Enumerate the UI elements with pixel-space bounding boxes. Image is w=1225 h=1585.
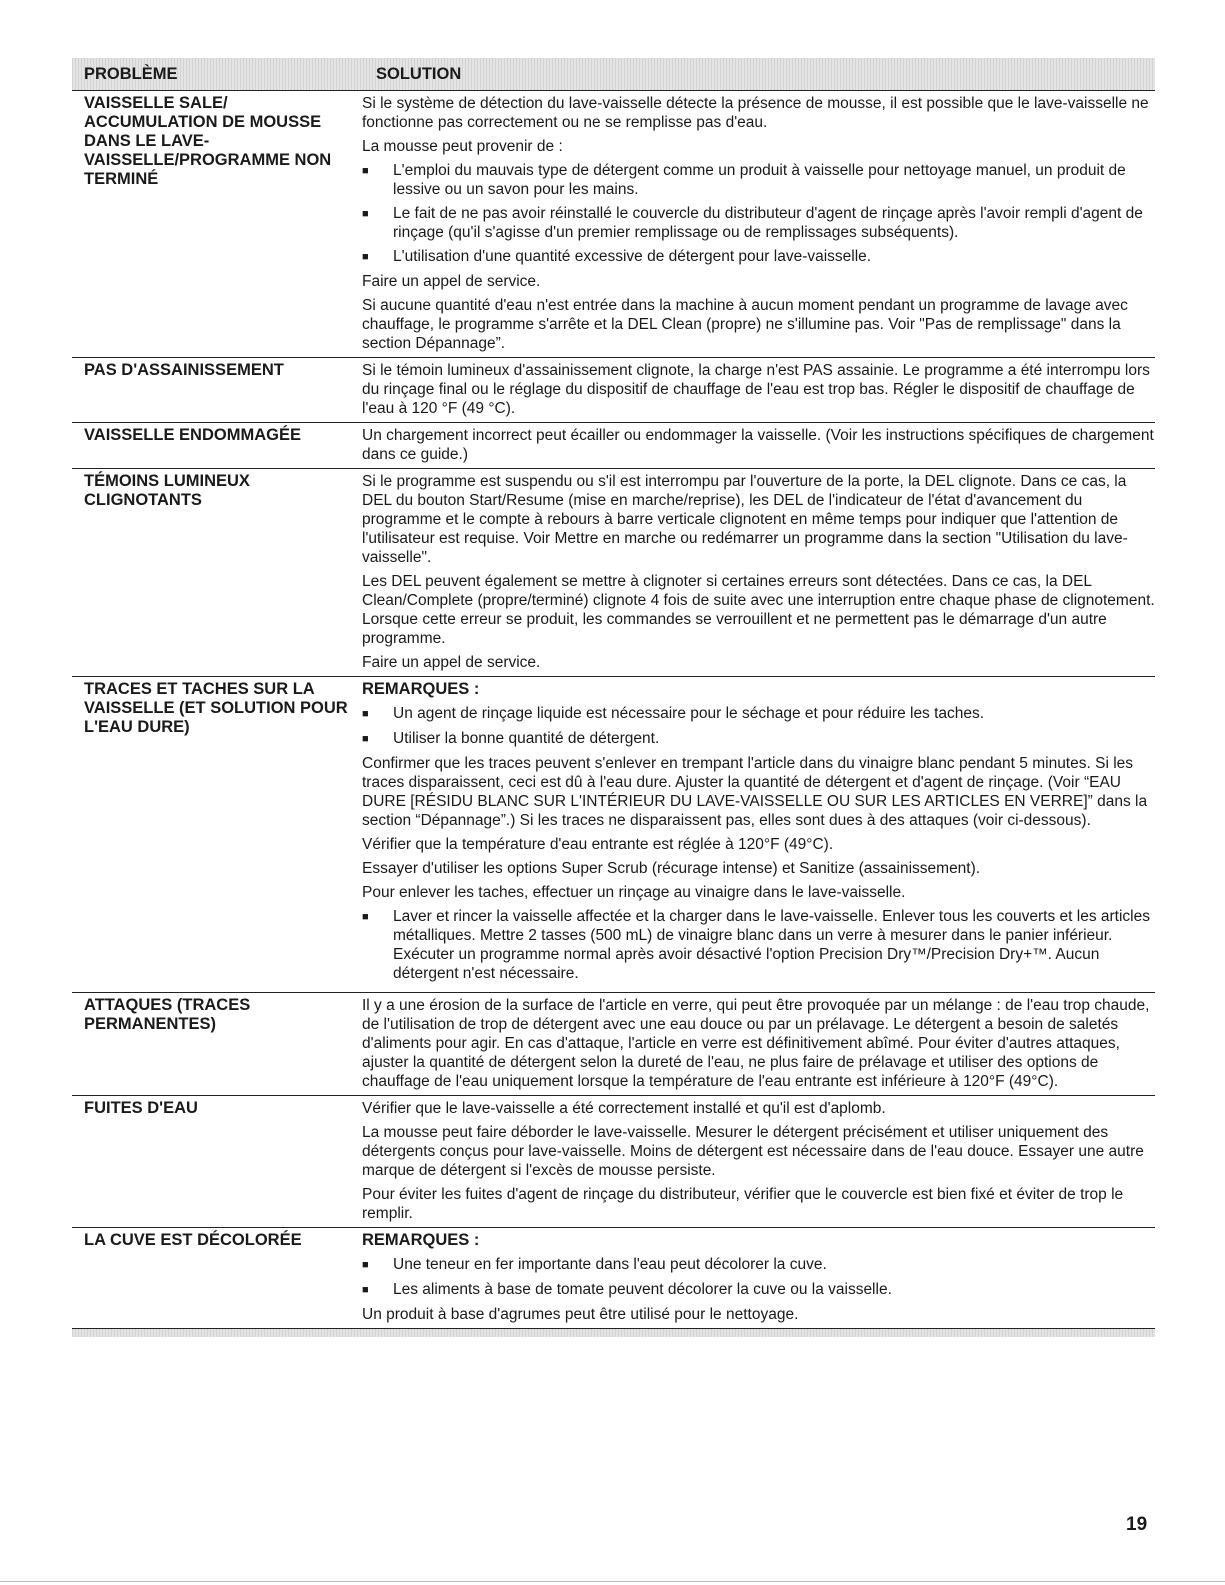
solution-paragraph: Essayer d'utiliser les options Super Scrub (récurage intense) et Sanitize (assainissement). <box>362 860 981 877</box>
bullet-text: Un agent de rinçage liquide est nécessaire pour le séchage et pour réduire les taches. <box>393 705 985 722</box>
solution-cell <box>362 423 1155 468</box>
table-row <box>72 423 1155 469</box>
bullet-text: Laver et rincer la vaisselle affectée et la charger dans le lave-vaisselle. Enlever tous les couverts et les articles métalliques. Mettre 2 tasses (500 mL) de vinaigre blanc dans un verre à mesurer dans le panier inférieur. Exécuter un programme normal après avoir désactivé l'option Precision Dry™/Precision Dry+™. Aucun détergent n'est nécessaire. <box>393 908 1150 982</box>
troubleshooting-table <box>72 58 1155 1337</box>
bullet-item <box>362 247 1155 267</box>
solution-cell <box>362 1228 1155 1328</box>
solution-cell <box>362 677 1155 992</box>
remarks-heading: REMARQUES : <box>362 1231 480 1249</box>
solution-paragraph: Il y a une érosion de la surface de l'article en verre, qui peut être provoquée par un mélange : de l'eau trop chaude, de l'utilisation de trop de détergent avec une eau douce ou par un prélavage. Le détergent a besoin de saletés d'aliments pour agir. En cas d'attaque, l'article en verre est définitivement abîmé. Pour éviter d'autres attaques, ajuster la quantité de détergent selon la dureté de l'eau, ne plus faire de prélavage et utiliser des options de chauffage de l'eau uniquement lorsque la température de l'eau entrante est inférieure à 120°F (49°C). <box>362 997 1150 1090</box>
problem-cell: LA CUVE EST DÉCOLORÉE <box>84 1231 302 1249</box>
solution-paragraph: Un chargement incorrect peut écailler ou endommager la vaisselle. (Voir les instructions spécifiques de chargement dans ce guide.) <box>362 427 1154 463</box>
solution-cell <box>362 91 1155 357</box>
bullet-square-icon: ■ <box>362 208 369 220</box>
solution-paragraph: Confirmer que les traces peuvent s'enlever en trempant l'article dans du vinaigre blanc pendant 5 minutes. Si les traces disparaissent, ceci est dû à l'eau dure. Ajuster la quantité de détergent et d'agent de rinçage. (Voir “EAU DURE [RÉSIDU BLANC SUR L'INTÉRIEUR DU LAVE-VAISSELLE OU SUR LES ARTICLES EN VERRE]” dans la section “Dépannage”.) Si les traces ne disparaissent pas, elles sont dues à des attaques (voir ci-dessous). <box>362 755 1148 829</box>
header-probleme: PROBLÈME <box>84 64 178 83</box>
bullet-square-icon: ■ <box>362 708 369 720</box>
problem-cell: VAISSELLE SALE/ ACCUMULATION DE MOUSSE DANS LE LAVE-VAISSELLE/PROGRAMME NON TERMINÉ <box>84 94 332 188</box>
bullet-square-icon: ■ <box>362 1284 369 1296</box>
bullet-item <box>362 729 1155 749</box>
bullet-text: L'utilisation d'une quantité excessive de détergent pour lave-vaisselle. <box>393 248 872 265</box>
solution-paragraph: Un produit à base d'agrumes peut être utilisé pour le nettoyage. <box>362 1306 799 1323</box>
solution-paragraph: Si le témoin lumineux d'assainissement clignote, la charge n'est PAS assainie. Le programme a été interrompu lors du rinçage final ou le réglage du dispositif de chauffage de l'eau est trop bas. Régler le dispositif de chauffage de l'eau à 120 °F (49 °C). <box>362 362 1150 417</box>
solution-paragraph: Si le programme est suspendu ou s'il est interrompu par l'ouverture de la porte, la DEL clignote. Dans ce cas, la DEL du bouton Start/Resume (mise en marche/reprise), les DEL de l'indicateur de l'état d'avancement du programme et le compte à rebours à barre verticale clignotent en même temps pour indiquer que l'attention de l'utilisateur est requise. Voir Mettre en marche ou redémarrer un programme dans la section "Utilisation du lave-vaisselle". <box>362 473 1128 566</box>
table-body <box>72 91 1155 1329</box>
table-row <box>72 91 1155 358</box>
solution-paragraph: Vérifier que la température d'eau entrante est réglée à 120°F (49°C). <box>362 836 834 853</box>
solution-paragraph: La mousse peut faire déborder le lave-vaisselle. Mesurer le détergent précisément et utiliser uniquement des détergents conçus pour lave-vaisselle. Moins de détergent est nécessaire dans de l'eau douce. Essayer une autre marque de détergent si l'excès de mousse persiste. <box>362 1124 1144 1179</box>
bullet-item <box>362 1255 1155 1275</box>
solution-paragraph: Pour éviter les fuites d'agent de rinçage du distributeur, vérifier que le couvercle est bien fixé et éviter de trop le remplir. <box>362 1186 1124 1222</box>
solution-paragraph: Faire un appel de service. <box>362 273 541 290</box>
table-row <box>72 469 1155 677</box>
bullet-text: Une teneur en fer importante dans l'eau peut décolorer la cuve. <box>393 1256 827 1273</box>
solution-paragraph: Si aucune quantité d'eau n'est entrée dans la machine à aucun moment pendant un programme de lavage avec chauffage, le programme s'arrête et la DEL Clean (propre) ne s'illumine pas. Voir "Pas de remplissage" dans la section Dépannage”. <box>362 297 1128 352</box>
bullet-item <box>362 204 1155 242</box>
solution-paragraph: Faire un appel de service. <box>362 654 541 671</box>
solution-cell <box>362 469 1155 676</box>
bullet-square-icon: ■ <box>362 733 369 745</box>
remarks-heading: REMARQUES : <box>362 680 480 698</box>
table-row <box>72 1096 1155 1228</box>
bullet-square-icon: ■ <box>362 1259 369 1271</box>
table-row <box>72 677 1155 993</box>
bullet-square-icon: ■ <box>362 165 369 177</box>
bullet-text: Utiliser la bonne quantité de détergent. <box>393 730 660 747</box>
problem-cell: TÉMOINS LUMINEUX CLIGNOTANTS <box>84 472 250 509</box>
solution-paragraph: Les DEL peuvent également se mettre à clignoter si certaines erreurs sont détectées. Dans ce cas, la DEL Clean/Complete (propre/terminé) clignote 4 fois de suite avec une interruption entre chaque phase de clignotement. Lorsque cette erreur se produit, les commandes se verrouillent et ne permettent pas le démarrage d'un autre programme. <box>362 573 1155 647</box>
bullet-item <box>362 907 1155 983</box>
problem-cell: ATTAQUES (TRACES PERMANENTES) <box>84 996 251 1033</box>
bullet-text: L'emploi du mauvais type de détergent comme un produit à vaisselle pour nettoyage manuel, un produit de lessive ou un savon pour les mains. <box>393 162 1126 198</box>
table-row <box>72 993 1155 1096</box>
solution-paragraph: Vérifier que le lave-vaisselle a été correctement installé et qu'il est d'aplomb. <box>362 1100 886 1117</box>
page-edge-line <box>0 1581 1225 1582</box>
bullet-item <box>362 1280 1155 1300</box>
page-number: 19 <box>1126 1514 1148 1535</box>
table-row <box>72 1228 1155 1329</box>
bullet-item <box>362 161 1155 199</box>
solution-cell <box>362 1096 1155 1227</box>
problem-cell: FUITES D'EAU <box>84 1099 198 1117</box>
bullet-text: Le fait de ne pas avoir réinstallé le couvercle du distributeur d'agent de rinçage après l'avoir rempli d'agent de rinçage (qu'il s'agisse d'un premier remplissage ou de remplissages subséquents). <box>393 205 1143 241</box>
table-row <box>72 358 1155 423</box>
solution-paragraph: Si le système de détection du lave-vaisselle détecte la présence de mousse, il est possible que le lave-vaisselle ne fonctionne pas correctement ou ne se remplisse pas d'eau. <box>362 95 1149 131</box>
solution-cell <box>362 358 1155 422</box>
problem-cell: TRACES ET TACHES SUR LA VAISSELLE (ET SOLUTION POUR L'EAU DURE) <box>84 680 348 736</box>
bullet-item <box>362 704 1155 724</box>
bullet-text: Les aliments à base de tomate peuvent décolorer la cuve ou la vaisselle. <box>393 1281 892 1298</box>
solution-cell <box>362 993 1155 1095</box>
bullet-square-icon: ■ <box>362 911 369 923</box>
bullet-square-icon: ■ <box>362 251 369 263</box>
solution-paragraph: Pour enlever les taches, effectuer un rinçage au vinaigre dans le lave-vaisselle. <box>362 884 906 901</box>
header-solution: SOLUTION <box>376 64 462 83</box>
solution-paragraph: La mousse peut provenir de : <box>362 138 563 155</box>
problem-cell: PAS D'ASSAINISSEMENT <box>84 361 284 379</box>
table-bottom-band <box>72 1329 1155 1337</box>
problem-cell: VAISSELLE ENDOMMAGÉE <box>84 426 301 444</box>
table-header <box>72 58 1155 91</box>
